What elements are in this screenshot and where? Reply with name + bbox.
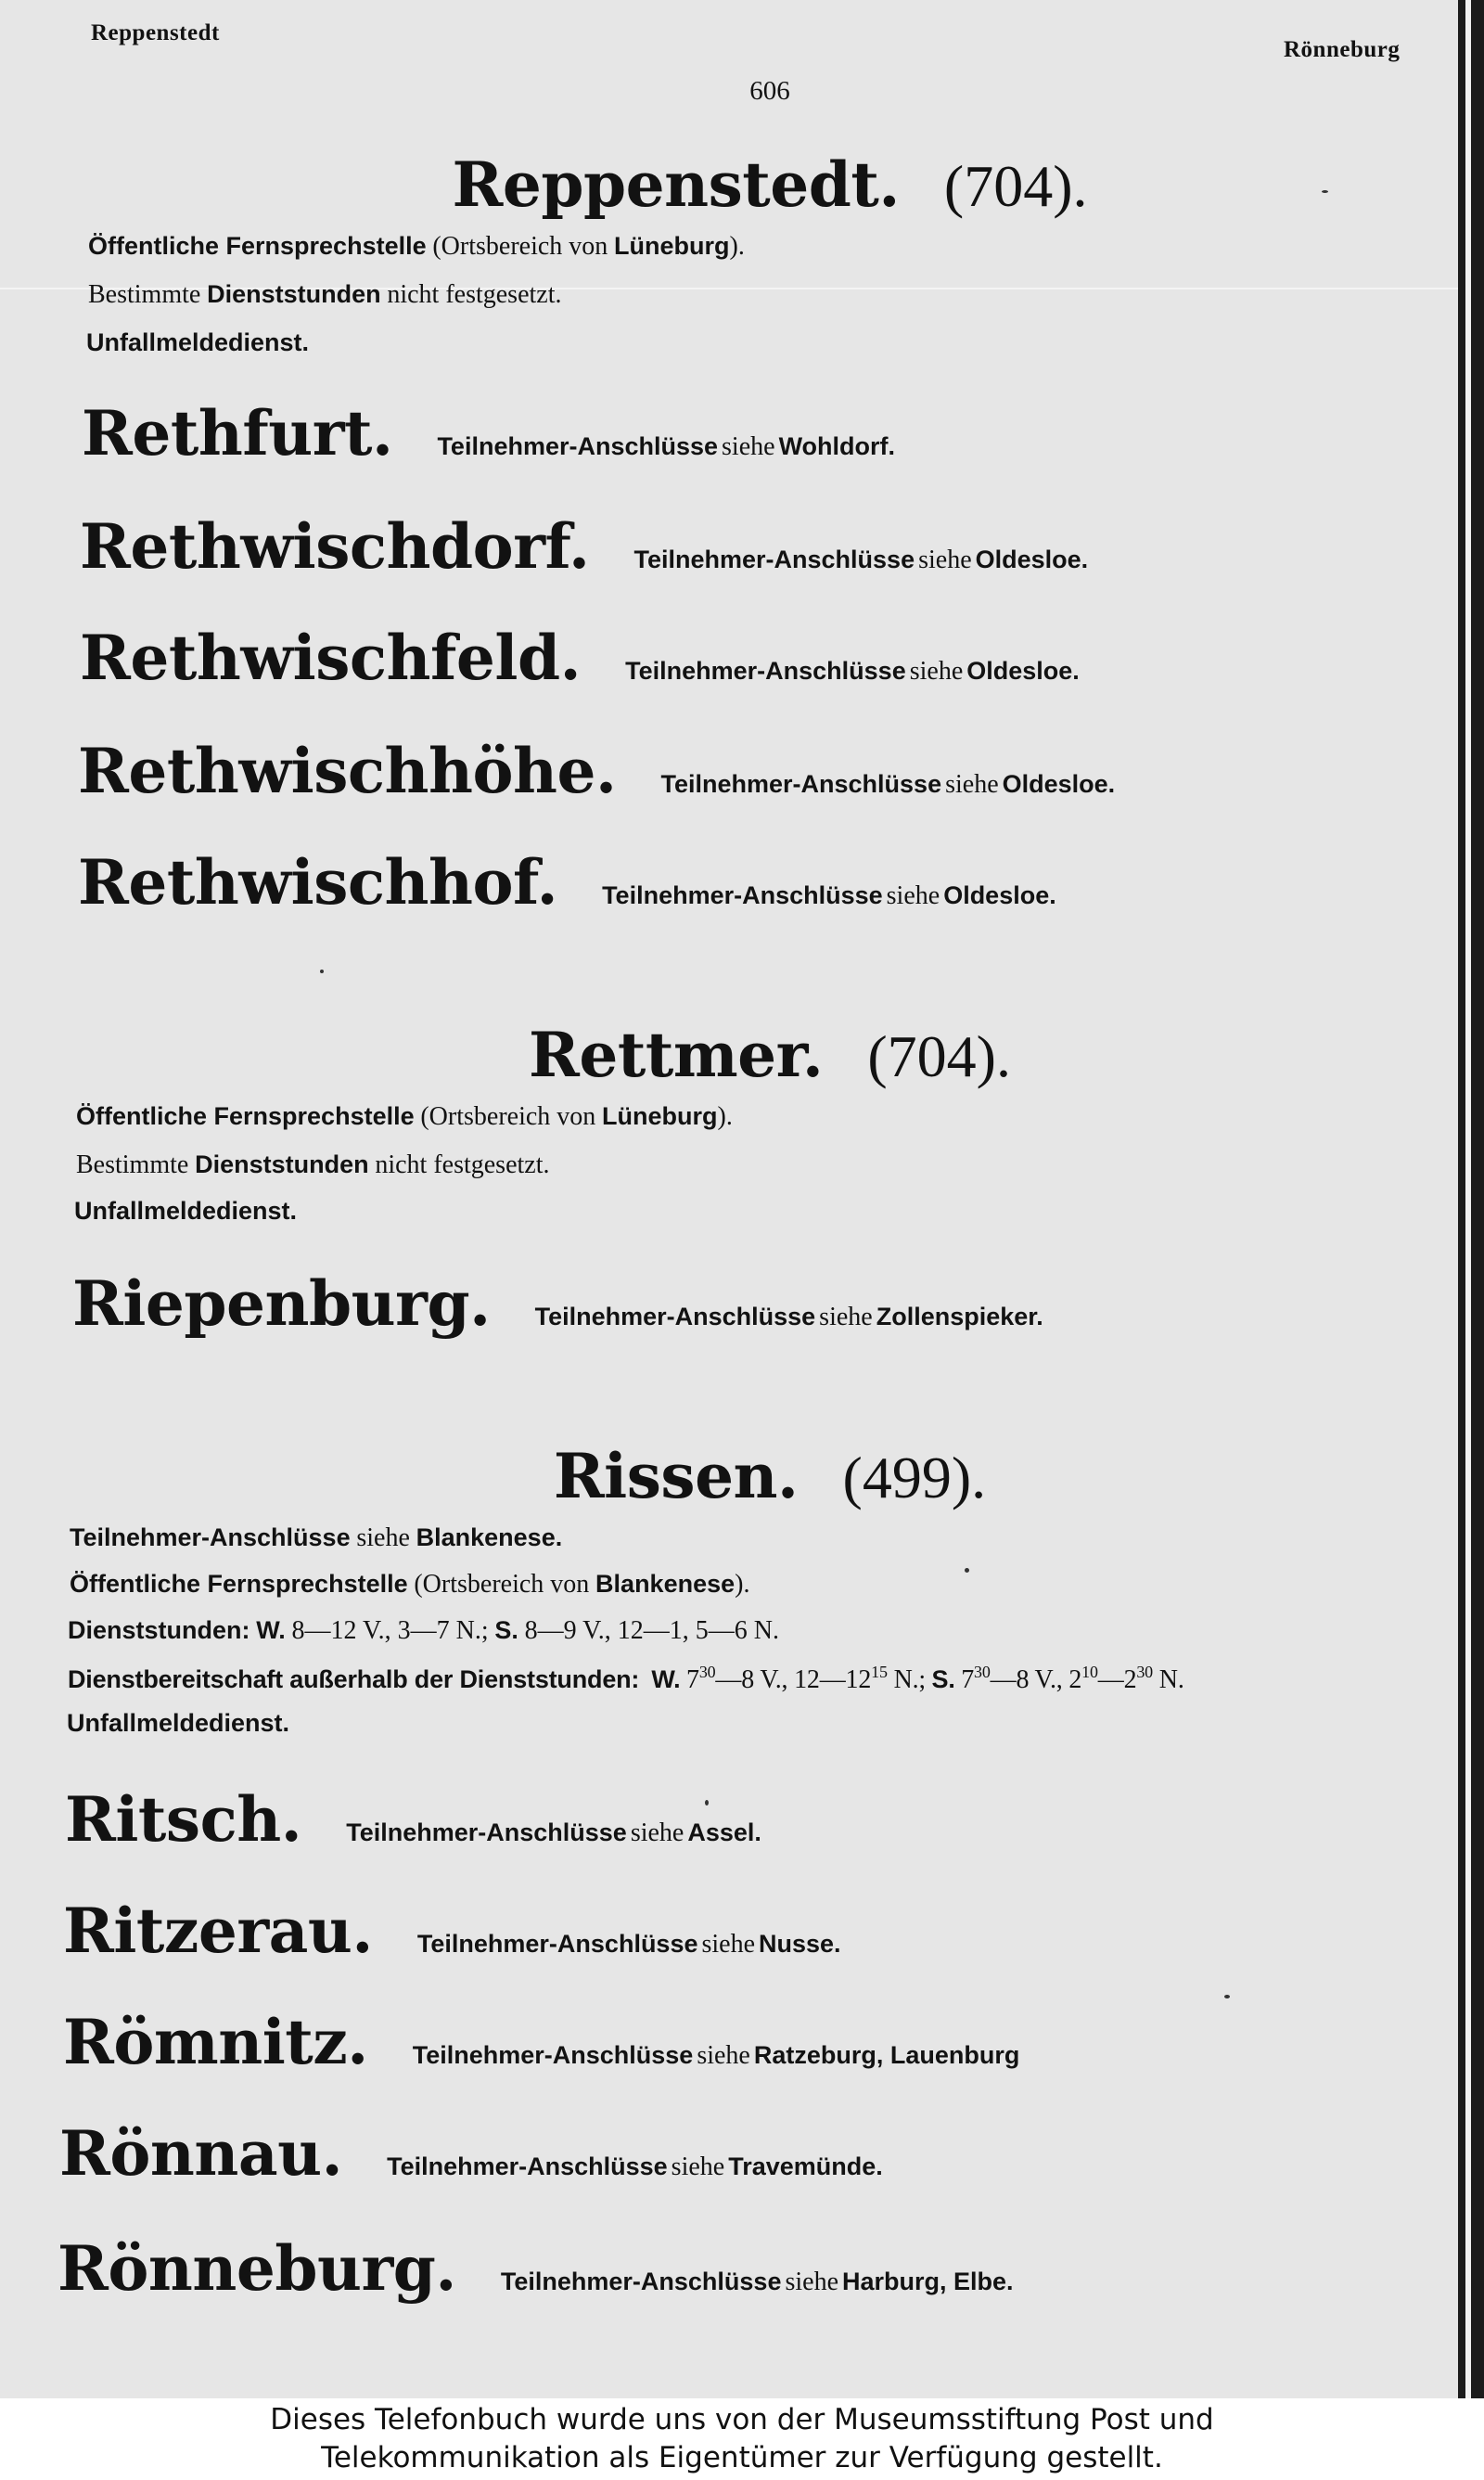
detail-normal: Bestimmte bbox=[76, 1150, 189, 1179]
area-code: (499). bbox=[842, 1445, 987, 1510]
page-number: 606 bbox=[749, 76, 790, 106]
entry-rethwischdorf bbox=[80, 510, 1088, 583]
place-name: Ritsch. bbox=[65, 1783, 302, 1856]
detail-normal: ). bbox=[729, 232, 745, 261]
ref-see: siehe bbox=[671, 2152, 725, 2181]
detail-bold: Dienststunden bbox=[195, 1150, 369, 1178]
detail-normal: ). bbox=[735, 1570, 750, 1599]
reference-line bbox=[417, 1930, 841, 1960]
detail-bold: Lüneburg bbox=[602, 1102, 718, 1130]
reference-line bbox=[501, 2268, 1014, 2297]
detail-normal: ). bbox=[717, 1102, 733, 1131]
entry-roemnitz bbox=[63, 2006, 1019, 2078]
entry-ritsch bbox=[65, 1783, 761, 1856]
detail-line bbox=[70, 1570, 749, 1600]
detail-bold: Unfallmeldedienst. bbox=[67, 1709, 290, 1737]
ref-see: siehe bbox=[701, 1930, 756, 1959]
detail-bold: Blankenese bbox=[595, 1570, 736, 1598]
place-name: Rethfurt. bbox=[82, 397, 393, 469]
standby-hours-line bbox=[68, 1663, 1184, 1695]
ref-target: Zollenspieker. bbox=[876, 1303, 1043, 1330]
ref-label: Teilnehmer-Anschlüsse bbox=[346, 1818, 627, 1846]
reference-line bbox=[634, 546, 1089, 575]
place-name: Rettmer. bbox=[529, 1019, 824, 1091]
detail-bold: W. bbox=[256, 1616, 286, 1644]
place-name: Riepenburg. bbox=[72, 1267, 491, 1340]
reference-line bbox=[346, 1818, 761, 1848]
entry-heading-rissen bbox=[0, 1440, 1458, 1512]
footer-line: Dieses Telefonbuch wurde uns von der Museumsstiftung Post und bbox=[270, 2403, 1214, 2436]
area-code: (704). bbox=[867, 1023, 1011, 1089]
ref-target: Oldesloe. bbox=[1002, 770, 1116, 798]
scan-speck bbox=[965, 1568, 969, 1573]
reference-line bbox=[413, 2041, 1020, 2071]
detail-bold: Teilnehmer-Anschlüsse bbox=[70, 1523, 351, 1551]
scan-dark-edge bbox=[1458, 0, 1484, 2398]
detail-normal: siehe bbox=[356, 1523, 410, 1552]
place-name: Rethwischhöhe. bbox=[78, 735, 617, 807]
detail-line bbox=[76, 1150, 550, 1180]
detail-normal: 8—9 V., 12—1, 5—6 N. bbox=[524, 1616, 779, 1645]
entry-ritzerau bbox=[63, 1895, 841, 1967]
service-hours-line bbox=[68, 1616, 779, 1646]
ref-target: Assel. bbox=[687, 1818, 761, 1846]
entry-rethwischhof bbox=[78, 846, 1056, 919]
footer-notice bbox=[0, 2398, 1484, 2480]
reference-line bbox=[437, 432, 895, 462]
ref-label: Teilnehmer-Anschlüsse bbox=[500, 2268, 782, 2295]
detail-bold: Blankenese. bbox=[416, 1523, 563, 1551]
place-name: Rethwischhof. bbox=[78, 846, 558, 919]
reference-line bbox=[661, 770, 1116, 800]
scan-edge-highlight bbox=[1465, 0, 1471, 2398]
ref-target: Harburg, Elbe. bbox=[842, 2268, 1014, 2295]
ref-target: Ratzeburg, Lauenburg bbox=[753, 2041, 1020, 2069]
detail-line bbox=[67, 1709, 289, 1738]
ref-label: Teilnehmer-Anschlüsse bbox=[633, 546, 915, 573]
ref-label: Teilnehmer-Anschlüsse bbox=[602, 881, 883, 909]
detail-normal: 8—12 V., 3—7 N.; bbox=[291, 1616, 489, 1645]
scan-speck bbox=[1322, 190, 1328, 193]
ref-see: siehe bbox=[722, 432, 775, 461]
reference-line bbox=[387, 2152, 883, 2182]
ref-target: Oldesloe. bbox=[943, 881, 1056, 909]
ref-target: Oldesloe. bbox=[966, 657, 1080, 685]
ref-see: siehe bbox=[785, 2268, 838, 2296]
detail-bold: Öffentliche Fernsprechstelle bbox=[70, 1570, 408, 1598]
ref-see: siehe bbox=[630, 1818, 684, 1847]
ref-label: Teilnehmer-Anschlüsse bbox=[416, 1930, 698, 1958]
detail-normal: nicht festgesetzt. bbox=[375, 1150, 550, 1179]
ref-label: Teilnehmer-Anschlüsse bbox=[437, 432, 719, 460]
place-name: Ritzerau. bbox=[63, 1895, 373, 1967]
entry-roennau bbox=[59, 2117, 883, 2190]
entry-roenneburg bbox=[58, 2232, 1014, 2305]
footer-line: Telekommunikation als Eigentümer zur Verfügung gestellt. bbox=[321, 2441, 1163, 2474]
place-name: Rissen. bbox=[553, 1440, 799, 1512]
ref-see: siehe bbox=[886, 881, 940, 910]
detail-normal: (Ortsbereich von bbox=[432, 232, 608, 261]
running-head-right: Rönneburg bbox=[1284, 37, 1401, 62]
entry-heading-rettmer bbox=[0, 1019, 1458, 1091]
entry-riepenburg bbox=[72, 1267, 1043, 1340]
scan-speck bbox=[1224, 1995, 1230, 1998]
detail-bold: S. bbox=[494, 1616, 518, 1644]
detail-line bbox=[74, 1197, 297, 1226]
detail-bold: W. bbox=[651, 1665, 681, 1693]
place-name: Reppenstedt. bbox=[452, 148, 900, 221]
place-name: Rönnau. bbox=[59, 2117, 343, 2190]
ref-label: Teilnehmer-Anschlüsse bbox=[625, 657, 906, 685]
detail-normal: $7^{30}—8$ V., $2^{10}—2^{30}$ N. bbox=[961, 1663, 1184, 1694]
ref-see: siehe bbox=[909, 657, 964, 686]
scan-speck bbox=[320, 970, 324, 973]
detail-bold: Öffentliche Fernsprechstelle bbox=[88, 232, 427, 260]
detail-bold: Dienstbereitschaft außerhalb der Dienststunden: bbox=[68, 1665, 640, 1693]
ref-see: siehe bbox=[945, 770, 999, 799]
ref-target: Oldesloe. bbox=[975, 546, 1089, 573]
place-name: Rethwischfeld. bbox=[80, 622, 582, 694]
detail-line bbox=[70, 1523, 562, 1553]
ref-target: Travemünde. bbox=[728, 2152, 883, 2180]
detail-bold: Dienststunden bbox=[207, 280, 381, 308]
reference-line bbox=[625, 657, 1080, 687]
ref-see: siehe bbox=[819, 1303, 873, 1331]
ref-see: siehe bbox=[697, 2041, 750, 2070]
ref-label: Teilnehmer-Anschlüsse bbox=[387, 2152, 668, 2180]
entry-rethwischhoehe bbox=[78, 735, 1115, 807]
ref-label: Teilnehmer-Anschlüsse bbox=[412, 2041, 694, 2069]
detail-bold: Öffentliche Fernsprechstelle bbox=[76, 1102, 415, 1130]
detail-line bbox=[86, 328, 309, 357]
detail-normal: Bestimmte bbox=[88, 280, 201, 309]
ref-label: Teilnehmer-Anschlüsse bbox=[534, 1303, 816, 1330]
detail-normal: $7^{30}—8$ V., $12—12^{15}$ N.; bbox=[686, 1663, 926, 1694]
detail-normal: (Ortsbereich von bbox=[414, 1570, 590, 1599]
entry-rethfurt bbox=[82, 397, 895, 469]
detail-normal: (Ortsbereich von bbox=[420, 1102, 596, 1131]
reference-line bbox=[602, 881, 1056, 911]
detail-bold: Unfallmeldedienst. bbox=[86, 328, 310, 356]
detail-bold: Unfallmeldedienst. bbox=[74, 1197, 298, 1225]
detail-bold: Dienststunden: bbox=[68, 1616, 250, 1644]
reference-line bbox=[535, 1303, 1043, 1332]
ref-label: Teilnehmer-Anschlüsse bbox=[660, 770, 942, 798]
scan-speck bbox=[705, 1800, 709, 1805]
ref-target: Wohldorf. bbox=[778, 432, 896, 460]
ref-see: siehe bbox=[918, 546, 972, 574]
place-name: Römnitz. bbox=[63, 2006, 368, 2078]
detail-normal: nicht festgesetzt. bbox=[387, 280, 562, 309]
entry-heading-reppenstedt bbox=[0, 148, 1458, 221]
detail-line bbox=[88, 232, 745, 262]
entry-rethwischfeld bbox=[80, 622, 1080, 694]
area-code: (704). bbox=[943, 153, 1088, 219]
place-name: Rönneburg. bbox=[58, 2232, 456, 2305]
detail-bold: Lüneburg bbox=[614, 232, 730, 260]
detail-line bbox=[76, 1102, 733, 1132]
running-head-left: Reppenstedt bbox=[91, 20, 220, 45]
detail-bold: S. bbox=[931, 1665, 955, 1693]
ref-target: Nusse. bbox=[759, 1930, 841, 1958]
place-name: Rethwischdorf. bbox=[80, 510, 590, 583]
detail-line bbox=[88, 280, 562, 310]
